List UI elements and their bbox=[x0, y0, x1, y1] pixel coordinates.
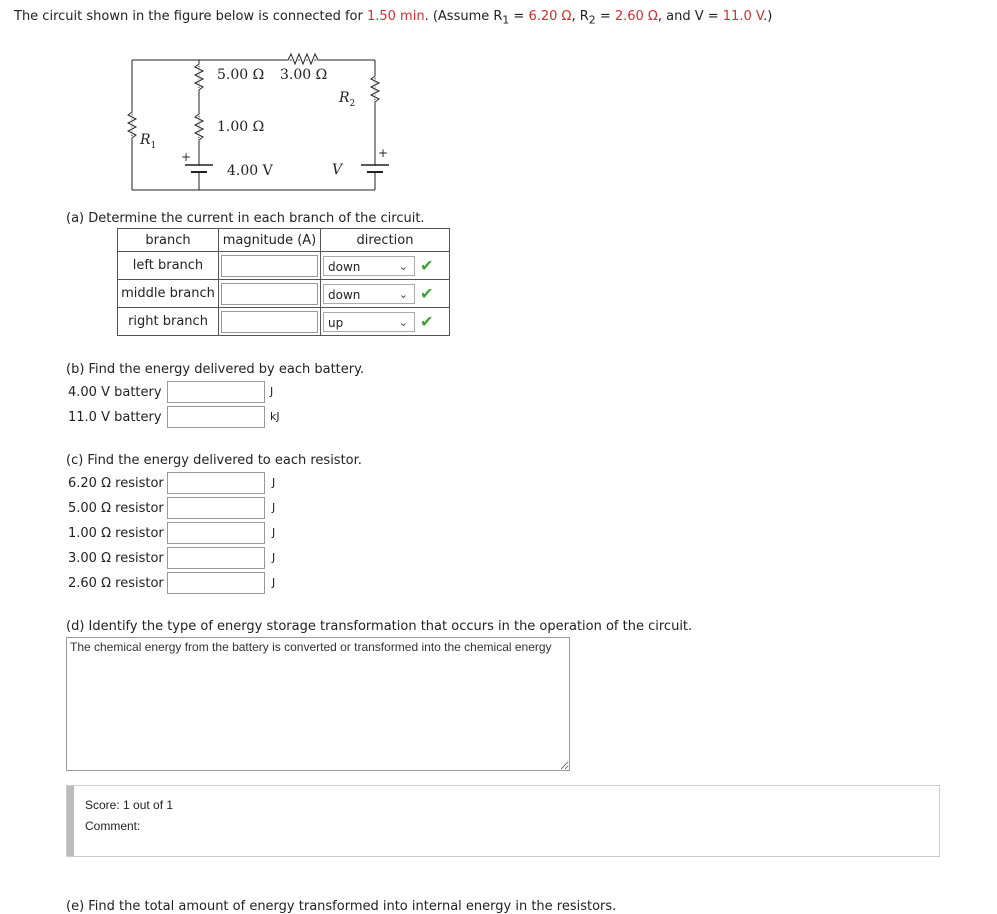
resistor-label: 6.20 Ω resistor bbox=[68, 476, 164, 491]
table-row bbox=[118, 252, 450, 280]
score-box bbox=[66, 785, 940, 857]
check-icon: ✔ bbox=[420, 284, 434, 303]
resistor-unit: J bbox=[272, 476, 276, 489]
resistor-input[interactable] bbox=[167, 572, 265, 594]
battery-4v-input[interactable] bbox=[167, 381, 265, 403]
label-v: V bbox=[332, 162, 343, 178]
check-icon: ✔ bbox=[420, 312, 434, 331]
resistor-input[interactable] bbox=[167, 522, 265, 544]
plus-left: + bbox=[181, 150, 192, 164]
battery-11v-unit: kJ bbox=[270, 410, 280, 423]
table-row bbox=[118, 308, 450, 336]
chevron-down-icon: ⌄ bbox=[398, 315, 408, 329]
battery-4v-label: 4.00 V battery bbox=[68, 385, 162, 400]
direction-select[interactable]: up ⌄ bbox=[323, 312, 415, 332]
resistor-input[interactable] bbox=[167, 472, 265, 494]
magnitude-input[interactable] bbox=[221, 283, 318, 305]
magnitude-input[interactable] bbox=[221, 255, 318, 277]
branch-label: middle branch bbox=[118, 280, 219, 308]
label-r1: $R_1$ bbox=[140, 132, 157, 151]
table-row bbox=[118, 280, 450, 308]
branch-table bbox=[117, 228, 450, 336]
plus-right: + bbox=[378, 146, 389, 160]
header-direction: direction bbox=[321, 229, 450, 252]
part-d-question: (d) Identify the type of energy storage transformation that occurs in the operation of the circuit. bbox=[66, 619, 693, 634]
direction-select[interactable]: down ⌄ bbox=[323, 256, 415, 276]
part-c-question: (c) Find the energy delivered to each resistor. bbox=[66, 453, 362, 468]
score-value: 1 out of 1 bbox=[123, 798, 174, 812]
resistor-label: 5.00 Ω resistor bbox=[68, 501, 164, 516]
part-a-question: (a) Determine the current in each branch of the circuit. bbox=[66, 211, 425, 226]
score-bar bbox=[67, 786, 74, 856]
comment-label: Comment: bbox=[85, 819, 141, 833]
problem-statement: The circuit shown in the figure below is connected for 1.50 min. (Assume $R_1 = 6.20$ Ω, $R_2 = 2.60$ Ω, and V = 11.0 V.) bbox=[14, 9, 773, 27]
check-icon: ✔ bbox=[420, 256, 434, 275]
direction-select[interactable]: down ⌄ bbox=[323, 284, 415, 304]
label-5ohm: 5.00 Ω bbox=[217, 67, 265, 83]
branch-label: left branch bbox=[118, 252, 219, 280]
battery-11v-input[interactable] bbox=[167, 406, 265, 428]
score-line bbox=[85, 798, 173, 812]
part-e-question: (e) Find the total amount of energy transformed into internal energy in the resistors. bbox=[66, 899, 617, 914]
battery-4v-unit: J bbox=[270, 385, 274, 398]
resistor-unit: J bbox=[272, 501, 276, 514]
energy-transformation-textarea[interactable] bbox=[66, 637, 570, 771]
magnitude-input[interactable] bbox=[221, 311, 318, 333]
chevron-down-icon: ⌄ bbox=[398, 287, 408, 301]
resistor-input[interactable] bbox=[167, 497, 265, 519]
label-r2: $R_2$ bbox=[339, 90, 356, 109]
resistor-label: 1.00 Ω resistor bbox=[68, 526, 164, 541]
label-1ohm: 1.00 Ω bbox=[217, 119, 265, 135]
header-branch: branch bbox=[118, 229, 219, 252]
resistor-input[interactable] bbox=[167, 547, 265, 569]
resistor-unit: J bbox=[272, 576, 276, 589]
resistor-label: 2.60 Ω resistor bbox=[68, 576, 164, 591]
chevron-down-icon: ⌄ bbox=[398, 259, 408, 273]
branch-label: right branch bbox=[118, 308, 219, 336]
part-b-question: (b) Find the energy delivered by each battery. bbox=[66, 362, 365, 377]
score-label: Score: bbox=[85, 798, 120, 812]
resistor-label: 3.00 Ω resistor bbox=[68, 551, 164, 566]
header-magnitude: magnitude (A) bbox=[219, 229, 321, 252]
label-4v: 4.00 V bbox=[227, 163, 273, 179]
battery-11v-label: 11.0 V battery bbox=[68, 410, 162, 425]
resistor-unit: J bbox=[272, 526, 276, 539]
label-3ohm: 3.00 Ω bbox=[280, 67, 328, 83]
resistor-unit: J bbox=[272, 551, 276, 564]
